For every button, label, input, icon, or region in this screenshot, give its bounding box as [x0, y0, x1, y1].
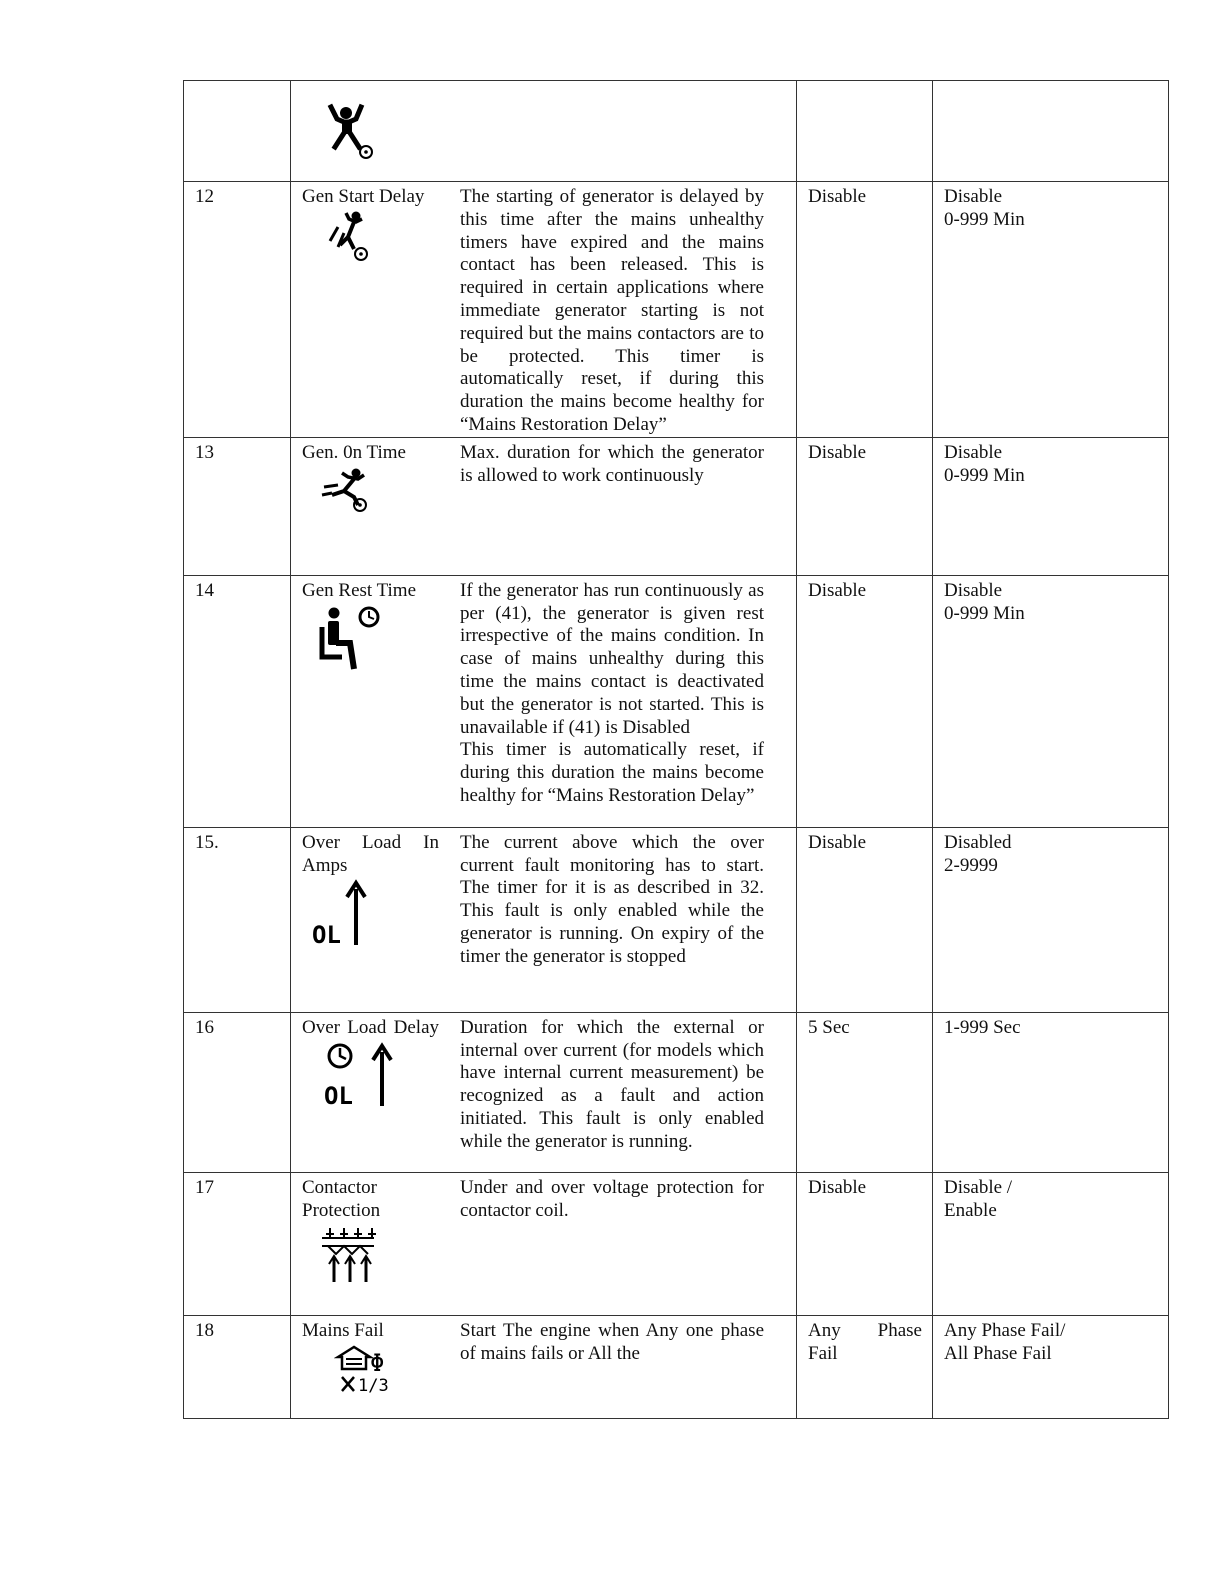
parameter-name: Gen Start Delay	[302, 186, 425, 207]
parameter-description: The starting of generator is delayed by this time after the mains unhealthy timers have expired and the mains contact has been released. This is required in certain applications where immediate generator starting is not required but the mains contactors are to be protected. This timer is automatically reset, if during this duration the mains become healthy for “Mains Restoration Delay”	[460, 186, 764, 435]
row-number: 13	[184, 437, 291, 575]
parameter-description: Under and over voltage protection for contactor coil.	[460, 1176, 764, 1221]
phase-symbol: Φ	[370, 1348, 385, 1377]
row-number: 12	[184, 182, 291, 438]
overload-delay-icon	[322, 1042, 402, 1108]
sprinting-person-timer-icon	[314, 467, 384, 515]
table-row	[184, 437, 1169, 575]
standing-person-timer-icon	[319, 103, 389, 165]
table-row	[184, 1315, 1169, 1418]
table-row	[184, 575, 1169, 827]
table-row	[184, 1012, 1169, 1172]
range-value: 1-999 Sec	[933, 1012, 1169, 1172]
table-row	[184, 827, 1169, 1012]
ol-label: OL	[312, 921, 341, 950]
default-value: Disable	[797, 1172, 933, 1315]
row-number: 14	[184, 575, 291, 827]
parameter-name: Gen. 0n Time	[302, 441, 406, 463]
parameter-name: Over Load In Amps	[302, 831, 439, 876]
phase-fraction: 1/3	[358, 1375, 389, 1395]
range-value: Any Phase Fail/ All Phase Fail	[933, 1315, 1169, 1418]
default-value: Disable	[797, 437, 933, 575]
row-number: 17	[184, 1172, 291, 1315]
parameter-description: Max. duration for which the generator is allowed to work continuously	[460, 441, 764, 486]
seated-person-timer-icon	[314, 605, 394, 675]
default-value: Disable	[797, 575, 933, 827]
row-number	[184, 81, 291, 182]
mains-fail-phase-icon	[334, 1345, 414, 1395]
table-row	[184, 182, 1169, 438]
range-value: Disable 0-999 Min	[933, 575, 1169, 827]
default-value: Disable	[797, 182, 933, 438]
table-row	[184, 81, 1169, 182]
table-row	[184, 1172, 1169, 1315]
parameter-description: Duration for which the external or internal over current (for models which have internal current measurement) be recognized as a fault and action initiated. This fault is only enabled while the generator is running.	[460, 1016, 764, 1152]
parameter-description: The current above which the over current fault monitoring has to start. The timer for it is as described in 32. This fault is only enabled while the generator is running. On expiry of the timer the generator is stopped	[460, 831, 764, 967]
parameter-description: Start The engine when Any one phase of mains fails or All the	[460, 1319, 764, 1364]
parameter-description: If the generator has run continuously as per (41), the generator is given rest irrespective of the mains condition. In case of mains unhealthy during this time the mains contact is deactivated but the generator is not started. This is unavailable if (41) is Disabled This timer is automatically reset, if during this duration the mains become healthy for “Mains Restoration Delay”	[460, 579, 764, 806]
parameter-name: Mains Fail	[302, 1319, 384, 1341]
row-number: 15.	[184, 827, 291, 1012]
range-value: Disable 0-999 Min	[933, 182, 1169, 438]
parameter-name: Contactor Protection	[302, 1176, 381, 1221]
parameter-name: Over Load Delay	[302, 1016, 439, 1038]
ol-label: OL	[324, 1081, 353, 1108]
parameter-name: Gen Rest Time	[302, 579, 417, 601]
default-value: Any Phase Fail	[797, 1315, 933, 1418]
range-value: Disable / Enable	[933, 1172, 1169, 1315]
running-person-timer-icon	[316, 211, 386, 263]
overload-arrow-icon	[310, 879, 380, 949]
row-number: 16	[184, 1012, 291, 1172]
parameter-table	[183, 80, 1169, 1419]
row-number: 18	[184, 1315, 291, 1418]
default-value: 5 Sec	[797, 1012, 933, 1172]
default-value: Disable	[797, 827, 933, 1012]
range-value: Disable 0-999 Min	[933, 437, 1169, 575]
contactor-protection-icon	[314, 1224, 394, 1286]
range-value: Disabled 2-9999	[933, 827, 1169, 1012]
